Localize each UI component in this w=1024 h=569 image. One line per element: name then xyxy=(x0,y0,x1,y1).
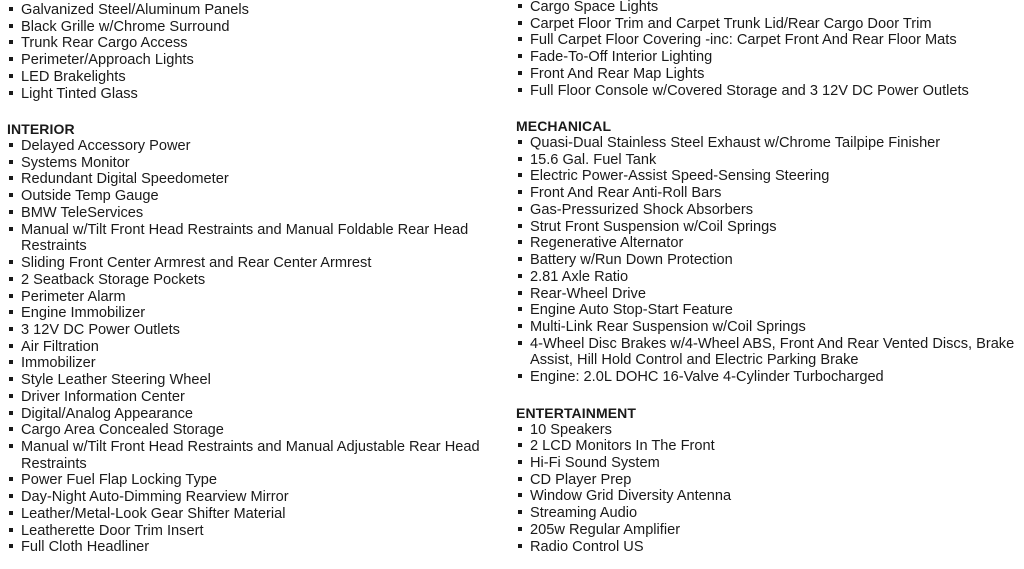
list-item: Black Grille w/Chrome Surround xyxy=(9,19,504,36)
list-item: Front And Rear Map Lights xyxy=(518,66,1018,83)
list-item: Outside Temp Gauge xyxy=(9,188,504,205)
list-item: Immobilizer xyxy=(9,355,504,372)
list-item: 10 Speakers xyxy=(518,422,1018,439)
mechanical-heading: MECHANICAL xyxy=(516,118,612,135)
list-item: Multi-Link Rear Suspension w/Coil Springs xyxy=(518,319,1018,336)
list-item: Engine: 2.0L DOHC 16-Valve 4-Cylinder Turbocharged xyxy=(518,369,1018,386)
list-item: Manual w/Tilt Front Head Restraints and Manual Adjustable Rear Head Restraints xyxy=(9,439,504,472)
interior-heading: INTERIOR xyxy=(7,121,75,138)
exterior-feature-list xyxy=(9,2,504,102)
list-item: Hi-Fi Sound System xyxy=(518,455,1018,472)
list-item: LED Brakelights xyxy=(9,69,504,86)
section-gap xyxy=(518,99,1018,118)
list-item: Carpet Floor Trim and Carpet Trunk Lid/Rear Cargo Door Trim xyxy=(518,16,1018,33)
list-item: Full Floor Console w/Covered Storage and 3 12V DC Power Outlets xyxy=(518,83,1018,100)
list-item: Rear-Wheel Drive xyxy=(518,286,1018,303)
list-item: Day-Night Auto-Dimming Rearview Mirror xyxy=(9,489,504,506)
list-item: Strut Front Suspension w/Coil Springs xyxy=(518,219,1018,236)
list-item: Engine Immobilizer xyxy=(9,305,504,322)
list-item: Trunk Rear Cargo Access xyxy=(9,35,504,52)
list-item: 2 Seatback Storage Pockets xyxy=(9,272,504,289)
list-item: Window Grid Diversity Antenna xyxy=(518,488,1018,505)
list-item: Galvanized Steel/Aluminum Panels xyxy=(9,2,504,19)
list-item: Radio Control US xyxy=(518,539,1018,556)
list-item: 2 LCD Monitors In The Front xyxy=(518,438,1018,455)
list-item: Power Fuel Flap Locking Type xyxy=(9,472,504,489)
section-gap xyxy=(9,102,504,121)
list-item: 2.81 Axle Ratio xyxy=(518,269,1018,286)
interior-feature-list xyxy=(9,138,504,556)
entertainment-heading: ENTERTAINMENT xyxy=(516,404,637,421)
entertainment-feature-list xyxy=(518,422,1018,556)
list-item: Driver Information Center xyxy=(9,389,504,406)
list-item: Electric Power-Assist Speed-Sensing Steering xyxy=(518,168,1018,185)
list-item: Leather/Metal-Look Gear Shifter Material xyxy=(9,506,504,523)
list-item: Redundant Digital Speedometer xyxy=(9,171,504,188)
list-item: Fade-To-Off Interior Lighting xyxy=(518,49,1018,66)
left-column xyxy=(9,2,504,556)
list-item: Regenerative Alternator xyxy=(518,235,1018,252)
list-item: Quasi-Dual Stainless Steel Exhaust w/Chrome Tailpipe Finisher xyxy=(518,135,1018,152)
list-item: Front And Rear Anti-Roll Bars xyxy=(518,185,1018,202)
list-item: CD Player Prep xyxy=(518,472,1018,489)
list-item: Full Cloth Headliner xyxy=(9,539,504,556)
list-item: Perimeter/Approach Lights xyxy=(9,52,504,69)
list-item: Perimeter Alarm xyxy=(9,289,504,306)
list-item: Sliding Front Center Armrest and Rear Center Armrest xyxy=(9,255,504,272)
list-item: 15.6 Gal. Fuel Tank xyxy=(518,152,1018,169)
interior-continued-feature-list xyxy=(518,0,1018,99)
list-item: Cargo Space Lights xyxy=(518,0,1018,16)
section-gap xyxy=(518,386,1018,405)
list-item: Gas-Pressurized Shock Absorbers xyxy=(518,202,1018,219)
list-item: Delayed Accessory Power xyxy=(9,138,504,155)
list-item: Manual w/Tilt Front Head Restraints and Manual Foldable Rear Head Restraints xyxy=(9,222,504,255)
list-item: Cargo Area Concealed Storage xyxy=(9,422,504,439)
list-item: 3 12V DC Power Outlets xyxy=(9,322,504,339)
list-item: Style Leather Steering Wheel xyxy=(9,372,504,389)
list-item: Air Filtration xyxy=(9,339,504,356)
list-item: Systems Monitor xyxy=(9,155,504,172)
right-column xyxy=(518,0,1018,555)
mechanical-feature-list xyxy=(518,135,1018,386)
list-item: Digital/Analog Appearance xyxy=(9,406,504,423)
list-item: Engine Auto Stop-Start Feature xyxy=(518,302,1018,319)
list-item: Streaming Audio xyxy=(518,505,1018,522)
list-item: 4-Wheel Disc Brakes w/4-Wheel ABS, Front And Rear Vented Discs, Brake Assist, Hill Hold Control and Electric Parking Brake xyxy=(518,336,1018,369)
list-item: 205w Regular Amplifier xyxy=(518,522,1018,539)
list-item: Full Carpet Floor Covering -inc: Carpet Front And Rear Floor Mats xyxy=(518,32,1018,49)
list-item: BMW TeleServices xyxy=(9,205,504,222)
list-item: Battery w/Run Down Protection xyxy=(518,252,1018,269)
list-item: Leatherette Door Trim Insert xyxy=(9,523,504,540)
list-item: Light Tinted Glass xyxy=(9,86,504,103)
